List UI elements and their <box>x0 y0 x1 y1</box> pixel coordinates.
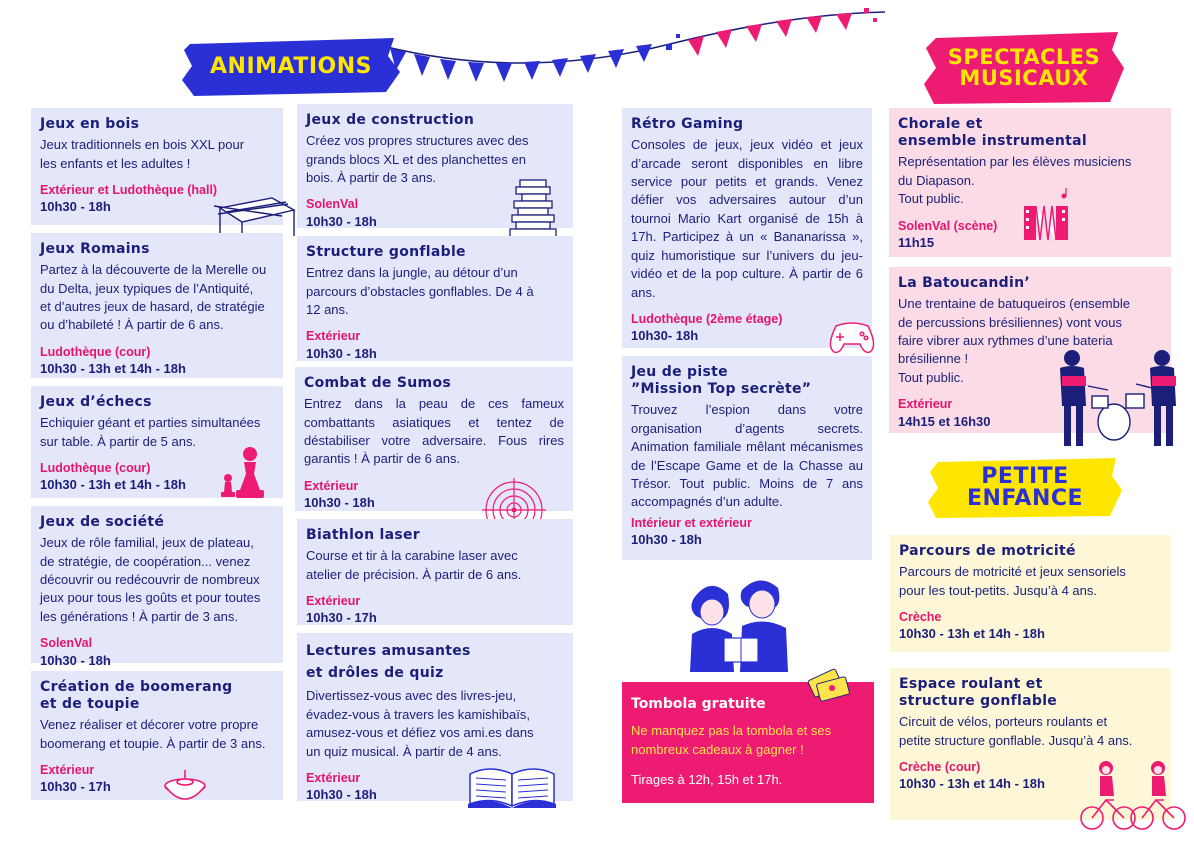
card-description: Jeux traditionnels en bois XXL pour les enfants et les adultes ! <box>40 137 245 171</box>
card-description: Partez à la découverte de la Merelle ou du Delta, jeux typiques de l’Antiquité, et d’autres jeux de hasard, de stratégie ou d’habileté ! À partir de 6 ans. <box>40 262 267 333</box>
card-title: Jeux Romains <box>40 241 150 257</box>
card-structure-gonflable <box>297 236 573 361</box>
card-title: Structure gonflable <box>306 244 466 260</box>
card-description: Jeux de rôle familial, jeux de plateau, de stratégie, de coopération... venez découvrir ou redécouvrir de nombreux jeux pour tous les goûts et pour toutes les générations ! À partir de 3 ans. <box>40 535 261 624</box>
kids-bikes-icon <box>1078 756 1188 832</box>
card-time: 10h30- 18h <box>631 328 699 344</box>
card-time: 10h30 - 18h <box>631 532 702 548</box>
card-description: Echiquier géant et parties simultanées sur table. À partir de 5 ans. <box>40 415 261 449</box>
card-jeux-romains <box>31 233 283 378</box>
card-title: Jeux de société <box>40 514 165 530</box>
card-title: Jeu de piste ”Mission Top secrète” <box>631 364 812 398</box>
card-location: SolenVal <box>40 636 93 651</box>
card-location: Ludothèque (2ème étage) <box>631 312 783 327</box>
card-description: Circuit de vélos, porteurs roulants et petite structure gonflable. Jusqu’à 4 ans. <box>899 714 1133 748</box>
tombola-draws: Tirages à 12h, 15h et 17h. <box>631 771 783 787</box>
card-time: 10h30 - 13h et 14h - 18h <box>899 776 1045 792</box>
children-reading-illustration <box>676 572 796 678</box>
card-description: Créez vos propres structures avec des grands blocs XL et des planchettes en bois. À partir de 3 ans. <box>306 133 529 185</box>
card-title: La Batoucandin’ <box>898 275 1030 291</box>
card-description: Parcours de motricité et jeux sensoriels pour les tout-petits. Jusqu’à 4 ans. <box>899 564 1126 598</box>
petite-enfance-heading <box>926 456 1124 520</box>
raffle-tickets-icon <box>804 660 854 708</box>
drummers-icon <box>1052 346 1182 450</box>
card-description: Divertissez-vous avec des livres-jeu, évadez-vous à travers les kamishibaïs, amusez-vous et défiez vos ami.es dans un quiz musical. À partir de 4 ans. <box>306 688 534 759</box>
card-jeu-de-piste <box>622 356 872 560</box>
tombola-title: Tombola gratuite <box>631 696 766 712</box>
animations-title: ANIMATIONS <box>210 54 372 79</box>
card-time: 10h30 - 18h <box>306 213 377 229</box>
card-title: Jeux de construction <box>306 112 475 128</box>
card-title: Chorale et ensemble instrumental <box>898 116 1088 150</box>
card-biathlon-laser <box>297 519 573 625</box>
card-location: Extérieur <box>304 478 359 493</box>
card-location: Ludothèque (cour) <box>40 460 151 475</box>
petite-enfance-line2: ENFANCE <box>966 486 1084 511</box>
card-description: Une trentaine de batuqueiros (ensemble de percussions brésiliennes) vont vous faire vibrer aux rythmes d’une bateria brésilienne ! Tout public. <box>898 296 1130 385</box>
card-location: SolenVal (scène) <box>898 218 998 233</box>
card-location: Ludothèque (cour) <box>40 344 151 359</box>
card-description: Trouvez l’espion dans votre organisation d’agents secrets. Animation familiale mêlant mécanismes de l’Escape Game et de la Chasse au Trésor. Tout public. Moins de 7 ans accompagnés d’un adulte. <box>631 402 863 510</box>
gamepad-icon <box>826 316 878 356</box>
card-time: 10h30 - 17h <box>40 779 111 795</box>
card-description: Consoles de jeux, jeux vidéo et jeux d’arcade seront disponibles en libre service pour petits et grands. Venez défier vos adversaires autour d’un tournoi Mario Kart organisé de 15h à 17h. Participez à un « Bananarissa », quiz humoristique sur l’univers du jeu-vidéo et de la pop culture. À partir de 6 ans. <box>631 137 863 300</box>
spinning-top-icon <box>160 768 210 808</box>
accordion-icon <box>1016 188 1076 248</box>
card-location: Extérieur <box>306 593 361 608</box>
card-title: Biathlon laser <box>306 527 421 543</box>
card-title: Rétro Gaming <box>631 116 744 132</box>
spectacles-title-line1: SPECTACLES <box>947 45 1101 69</box>
card-title: Lectures amusantes et drôles de quiz <box>306 643 471 681</box>
card-description: Entrez dans la jungle, au détour d’un parcours d’obstacles gonflables. De 4 à 12 ans. <box>306 265 534 317</box>
card-time: 11h15 <box>898 234 935 250</box>
card-time: 10h30 - 18h <box>40 199 111 215</box>
card-boomerang-toupie <box>31 671 283 800</box>
card-title: Combat de Sumos <box>304 375 451 391</box>
card-title: Espace roulant et structure gonflable <box>899 676 1058 710</box>
card-location: Extérieur <box>898 397 953 412</box>
spectacles-title-line2: MUSICAUX <box>959 66 1089 90</box>
card-time: 10h30 - 13h et 14h - 18h <box>40 477 186 493</box>
card-location: Extérieur et Ludothèque (hall) <box>40 182 218 197</box>
card-title: Parcours de motricité <box>899 543 1076 559</box>
spectacles-heading <box>922 28 1126 108</box>
card-retro-gaming <box>622 108 872 348</box>
card-description: Représentation par les élèves musiciens du Diapason. Tout public. <box>898 154 1132 207</box>
tombola-highlight: Ne manquez pas la tombola et ses nombreux cadeaux à gagner ! <box>631 723 832 757</box>
card-time: 10h30 - 13h et 14h - 18h <box>40 361 186 377</box>
card-location: Crèche (cour) <box>899 760 981 775</box>
card-location: Extérieur <box>306 771 361 786</box>
card-time: 10h30 - 13h et 14h - 18h <box>899 626 1045 642</box>
bunting-decoration <box>370 4 890 84</box>
card-description: Venez réaliser et décorer votre propre boomerang et toupie. À partir de 3 ans. <box>40 717 266 751</box>
card-time: 10h30 - 18h <box>306 345 377 361</box>
card-description: Entrez dans la peau de ces fameux combattants asiatiques et tentez de déstabiliser votre adversaire. Fous rires garantis ! À partir de 6 ans. <box>304 396 564 467</box>
open-book-icon <box>466 760 558 810</box>
animations-heading <box>180 36 402 98</box>
card-title: Création de boomerang et de toupie <box>40 679 233 713</box>
card-location: Crèche <box>899 609 942 624</box>
card-time: 10h30 - 18h <box>40 652 111 668</box>
card-time: 10h30 - 18h <box>306 787 377 803</box>
petite-enfance-line1: PETITE <box>981 464 1069 489</box>
card-time: 14h15 et 16h30 <box>898 413 991 429</box>
card-time: 10h30 - 18h <box>304 495 375 511</box>
card-time: 10h30 - 17h <box>306 610 377 626</box>
card-title: Jeux d’échecs <box>40 394 152 410</box>
card-location: Extérieur <box>40 763 95 778</box>
card-jeux-de-societe <box>31 506 283 668</box>
card-location: Extérieur <box>306 329 361 344</box>
card-parcours-motricite <box>890 535 1171 652</box>
block-tower-icon <box>506 176 562 242</box>
card-title: Jeux en bois <box>40 116 140 132</box>
card-description: Course et tir à la carabine laser avec atelier de précision. À partir de 6 ans. <box>306 548 522 582</box>
chess-pawn-icon <box>216 444 272 502</box>
card-location: Intérieur et extérieur <box>631 515 752 530</box>
card-location: SolenVal <box>306 197 359 212</box>
